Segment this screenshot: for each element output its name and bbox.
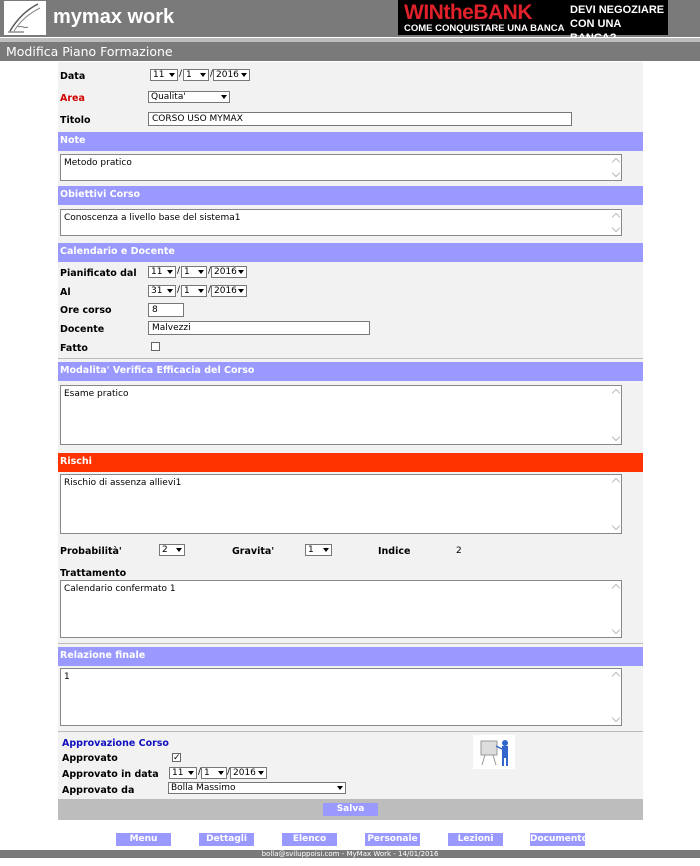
note-text: Metodo pratico bbox=[64, 158, 132, 168]
rischi-textarea[interactable] bbox=[60, 474, 622, 534]
scrollbar[interactable] bbox=[609, 155, 621, 180]
chevron-down-icon bbox=[169, 73, 175, 77]
fatto-label: Fatto bbox=[60, 343, 88, 354]
scroll-down-icon bbox=[612, 626, 620, 634]
approvato-year-select[interactable] bbox=[230, 767, 267, 779]
al-month-select[interactable] bbox=[181, 285, 207, 297]
pianificato-day-select[interactable] bbox=[148, 266, 176, 278]
gravita-label: Gravita' bbox=[232, 546, 275, 557]
pen-logo-icon bbox=[4, 1, 46, 35]
note-textarea[interactable] bbox=[60, 154, 622, 181]
area-label: Area bbox=[60, 93, 85, 104]
nav-personale-button[interactable]: Personale bbox=[365, 833, 420, 846]
scroll-down-icon bbox=[612, 433, 620, 441]
data-day-value: 11 bbox=[153, 70, 165, 80]
gravita-select[interactable] bbox=[305, 544, 332, 556]
scrollbar[interactable] bbox=[609, 669, 621, 725]
scroll-up-icon bbox=[612, 478, 620, 486]
al-label: Al bbox=[60, 287, 71, 298]
approvato-year-value: 2016 bbox=[233, 768, 256, 778]
divider bbox=[58, 643, 643, 644]
divider bbox=[58, 358, 643, 359]
area-select[interactable] bbox=[148, 91, 230, 103]
area-value: Qualita' bbox=[151, 92, 186, 102]
chevron-down-icon bbox=[323, 548, 329, 552]
win-the-bank-banner[interactable] bbox=[398, 0, 668, 35]
chevron-down-icon bbox=[238, 289, 244, 293]
section-verifica: Modalita' Verifica Efficacia del Corso bbox=[58, 362, 643, 381]
pianificato-month-select[interactable] bbox=[181, 266, 207, 278]
section-rischi: Rischi bbox=[58, 453, 643, 472]
approvato-month-select[interactable] bbox=[201, 767, 227, 779]
approvato-day-select[interactable] bbox=[169, 767, 197, 779]
rischi-text: Rischio di assenza allievi1 bbox=[64, 478, 182, 488]
verifica-textarea[interactable] bbox=[60, 385, 622, 445]
chevron-down-icon bbox=[238, 270, 244, 274]
nav-menu-button[interactable]: Menu bbox=[116, 833, 171, 846]
save-button[interactable]: Salva bbox=[323, 803, 378, 816]
probabilita-label: Probabilità' bbox=[60, 546, 122, 557]
relazione-text: 1 bbox=[64, 672, 70, 682]
banner-title: WINtheBANK bbox=[404, 1, 532, 24]
docente-label: Docente bbox=[60, 324, 105, 335]
app-title: mymax work bbox=[53, 6, 175, 28]
trattamento-text: Calendario confermato 1 bbox=[64, 584, 176, 594]
date-separator: / bbox=[208, 266, 212, 276]
pianificato-label: Pianificato dal bbox=[60, 268, 137, 279]
chevron-down-icon bbox=[258, 771, 264, 775]
ore-input[interactable]: 8 bbox=[148, 303, 184, 317]
scrollbar[interactable] bbox=[609, 581, 621, 637]
titolo-input[interactable]: CORSO USO MYMAX bbox=[148, 112, 572, 126]
probabilita-select[interactable] bbox=[159, 544, 185, 556]
chevron-down-icon bbox=[218, 771, 224, 775]
data-year-select[interactable] bbox=[213, 69, 250, 81]
section-calendario: Calendario e Docente bbox=[58, 243, 643, 262]
scroll-up-icon bbox=[612, 584, 620, 592]
chevron-down-icon bbox=[198, 289, 204, 293]
relazione-textarea[interactable] bbox=[60, 668, 622, 726]
app-header bbox=[0, 0, 700, 37]
scroll-down-icon bbox=[612, 169, 620, 177]
obiettivi-textarea[interactable] bbox=[60, 209, 622, 236]
al-year-select[interactable] bbox=[211, 285, 247, 297]
trattamento-label: Trattamento bbox=[60, 568, 127, 579]
pianificato-day-value: 11 bbox=[151, 267, 163, 277]
date-separator: / bbox=[210, 69, 214, 79]
chevron-down-icon bbox=[241, 73, 247, 77]
docente-input[interactable]: Malvezzi bbox=[148, 321, 370, 335]
data-month-value: 1 bbox=[186, 70, 192, 80]
al-day-value: 31 bbox=[151, 286, 163, 296]
date-separator: / bbox=[198, 767, 202, 777]
banner-question-line1: DEVI NEGOZIARE bbox=[570, 4, 665, 16]
section-relazione: Relazione finale bbox=[58, 647, 643, 666]
divider bbox=[58, 731, 643, 732]
approvato-month-value: 1 bbox=[204, 768, 210, 778]
scroll-down-icon bbox=[612, 522, 620, 530]
gravita-value: 1 bbox=[308, 545, 314, 555]
section-obiettivi: Obiettivi Corso bbox=[58, 186, 643, 205]
chevron-down-icon bbox=[188, 771, 194, 775]
data-month-select[interactable] bbox=[183, 69, 209, 81]
nav-documento-button[interactable]: Documento bbox=[530, 834, 588, 844]
indice-value: 2 bbox=[456, 546, 462, 556]
chevron-down-icon bbox=[221, 95, 227, 99]
scroll-up-icon bbox=[612, 158, 620, 166]
nav-lezioni-button[interactable]: Lezioni bbox=[448, 833, 503, 846]
approvato-data-label: Approvato in data bbox=[62, 769, 159, 780]
data-day-select[interactable] bbox=[150, 69, 178, 81]
date-separator: / bbox=[227, 767, 231, 777]
date-separator: / bbox=[179, 69, 183, 79]
approvato-da-value: Bolla Massimo bbox=[171, 783, 236, 793]
data-label: Data bbox=[60, 71, 86, 82]
scroll-up-icon bbox=[612, 389, 620, 397]
scrollbar[interactable] bbox=[609, 475, 621, 533]
approvato-day-value: 11 bbox=[172, 768, 184, 778]
scroll-up-icon bbox=[612, 213, 620, 221]
chevron-down-icon bbox=[167, 289, 173, 293]
approvato-da-select[interactable] bbox=[168, 782, 346, 794]
date-separator: / bbox=[177, 285, 181, 295]
chevron-down-icon bbox=[176, 548, 182, 552]
page-title: Modifica Piano Formazione bbox=[0, 42, 700, 61]
probabilita-value: 2 bbox=[162, 545, 168, 555]
approvazione-title: Approvazione Corso bbox=[62, 738, 169, 749]
nav-elenco-button[interactable]: Elenco bbox=[282, 833, 337, 846]
date-separator: / bbox=[177, 266, 181, 276]
obiettivi-text: Conoscenza a livello base del sistema1 bbox=[64, 213, 241, 223]
chevron-down-icon bbox=[198, 270, 204, 274]
nav-dettagli-button[interactable]: Dettagli bbox=[199, 833, 254, 846]
banner-subtitle: COME CONQUISTARE UNA BANCA bbox=[404, 23, 565, 34]
al-month-value: 1 bbox=[184, 286, 190, 296]
footer: bolla@sviluppoisi.com - MyMax Work - 14/01/2016 bbox=[0, 850, 700, 858]
al-year-value: 2016 bbox=[214, 286, 237, 296]
scroll-down-icon bbox=[612, 224, 620, 232]
approvato-checkbox[interactable]: ✓ bbox=[173, 753, 181, 763]
fatto-checkbox[interactable] bbox=[151, 342, 160, 351]
section-note: Note bbox=[58, 132, 643, 151]
approvato-da-label: Approvato da bbox=[62, 785, 135, 796]
presentation-icon bbox=[473, 735, 515, 769]
date-separator: / bbox=[208, 285, 212, 295]
pianificato-month-value: 1 bbox=[184, 267, 190, 277]
banner-question-line2: CON UNA bbox=[570, 18, 621, 30]
indice-label: Indice bbox=[378, 546, 411, 557]
pianificato-year-select[interactable] bbox=[211, 266, 247, 278]
chevron-down-icon bbox=[167, 270, 173, 274]
chevron-down-icon bbox=[200, 73, 206, 77]
scroll-up-icon bbox=[612, 672, 620, 680]
verifica-text: Esame pratico bbox=[64, 389, 129, 399]
ore-label: Ore corso bbox=[60, 305, 112, 316]
scroll-down-icon bbox=[612, 714, 620, 722]
chevron-down-icon bbox=[337, 786, 343, 790]
approvato-label: Approvato bbox=[62, 753, 118, 764]
titolo-label: Titolo bbox=[60, 115, 91, 126]
pianificato-year-value: 2016 bbox=[214, 267, 237, 277]
al-day-select[interactable] bbox=[148, 285, 176, 297]
data-year-value: 2016 bbox=[216, 70, 239, 80]
scrollbar[interactable] bbox=[609, 210, 621, 235]
scrollbar[interactable] bbox=[609, 386, 621, 444]
trattamento-textarea[interactable] bbox=[60, 580, 622, 638]
